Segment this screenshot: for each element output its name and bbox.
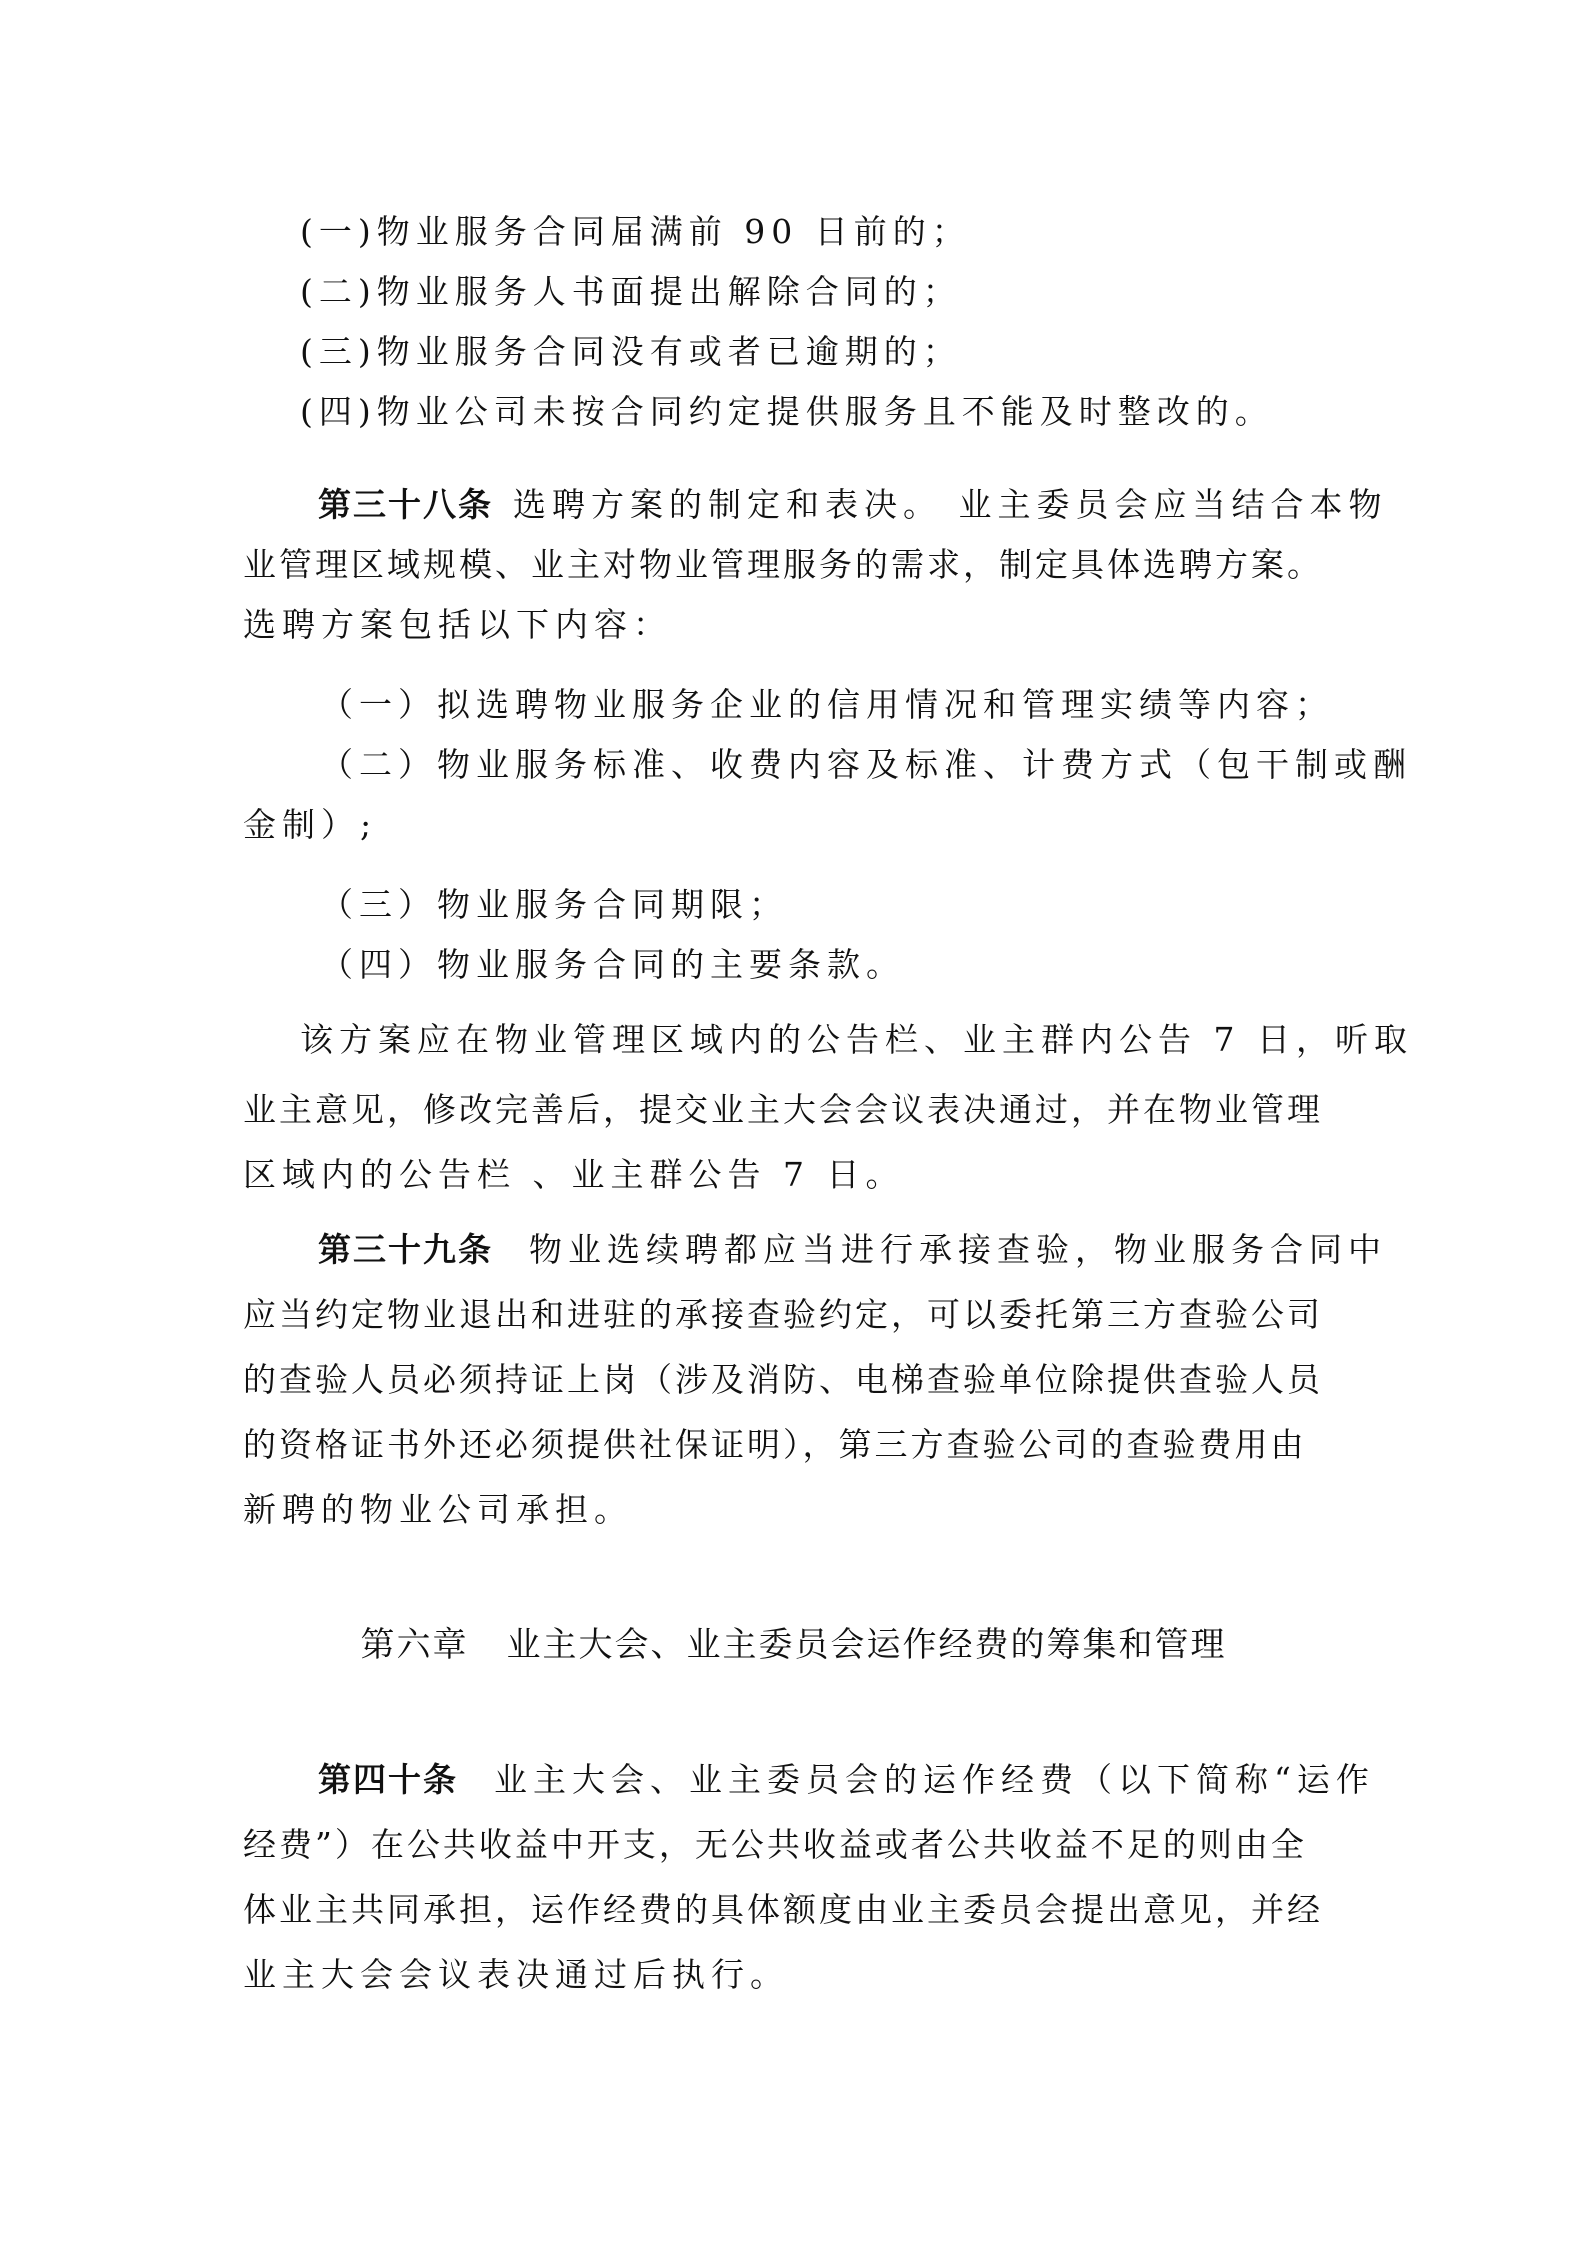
chapter-heading bbox=[0, 1625, 1587, 1665]
list-item: （一）拟选聘物业服务企业的信用情况和管理实绩等内容； bbox=[320, 685, 1334, 724]
article-38-first-line bbox=[318, 485, 1388, 525]
article-38-line-3: 选聘方案包括以下内容： bbox=[243, 605, 672, 644]
article-38-label: 第三十八条 bbox=[318, 485, 493, 524]
article-40-first-line bbox=[318, 1760, 1375, 1800]
article-38-line-2: 业管理区域规模、业主对物业管理服务的需求，制定具体选聘方案。 bbox=[243, 545, 1323, 584]
list-item: (四)物业公司未按合同约定提供服务且不能及时整改的。 bbox=[300, 392, 1274, 431]
chapter-title: 业主大会、业主委员会运作经费的筹集和管理 bbox=[506, 1625, 1227, 1665]
article-39-line-5: 新聘的物业公司承担。 bbox=[243, 1490, 633, 1529]
notice-line-2: 业主意见，修改完善后，提交业主大会会议表决通过，并在物业管理 bbox=[243, 1090, 1323, 1129]
article-39-line-4: 的资格证书外还必须提供社保证明），第三方查验公司的查验费用由 bbox=[243, 1425, 1307, 1464]
list-item: （三）物业服务合同期限； bbox=[320, 885, 788, 924]
article-39-line-3: 的查验人员必须持证上岗（涉及消防、电梯查验单位除提供查验人员 bbox=[243, 1360, 1323, 1399]
notice-line-3: 区域内的公告栏 、业主群公告 7 日。 bbox=[243, 1155, 905, 1194]
list-item: （四）物业服务合同的主要条款。 bbox=[320, 945, 905, 984]
article-39-label: 第三十九条 bbox=[318, 1230, 493, 1269]
article-39-line-2: 应当约定物业退出和进驻的承接查验约定，可以委托第三方查验公司 bbox=[243, 1295, 1323, 1334]
list-item: (一)物业服务合同届满前 90 日前的； bbox=[300, 212, 971, 251]
article-40-label: 第四十条 bbox=[318, 1760, 458, 1799]
article-40-text: 业主大会、业主委员会的运作经费（以下简称“运作 bbox=[494, 1760, 1375, 1799]
article-39-text: 物业选续聘都应当进行承接查验，物业服务合同中 bbox=[529, 1230, 1387, 1269]
article-38-text: 选聘方案的制定和表决。 业主委员会应当结合本物 bbox=[513, 485, 1388, 524]
notice-line-1: 该方案应在物业管理区域内的公告栏、业主群内公告 7 日，听取 bbox=[300, 1020, 1413, 1059]
article-40-line-4: 业主大会会议表决通过后执行。 bbox=[243, 1955, 789, 1994]
chapter-number: 第六章 bbox=[360, 1625, 469, 1665]
article-39-first-line bbox=[318, 1230, 1387, 1270]
list-item-continuation: 金制）; bbox=[243, 805, 378, 844]
article-40-line-2: 经费”）在公共收益中开支，无公共收益或者公共收益不足的则由全 bbox=[243, 1825, 1307, 1864]
article-40-line-3: 体业主共同承担，运作经费的具体额度由业主委员会提出意见，并经 bbox=[243, 1890, 1323, 1929]
list-item: （二）物业服务标准、收费内容及标准、计费方式（包干制或酬 bbox=[320, 745, 1412, 784]
list-item: (二)物业服务人书面提出解除合同的； bbox=[300, 272, 962, 311]
list-item: (三)物业服务合同没有或者已逾期的； bbox=[300, 332, 962, 371]
